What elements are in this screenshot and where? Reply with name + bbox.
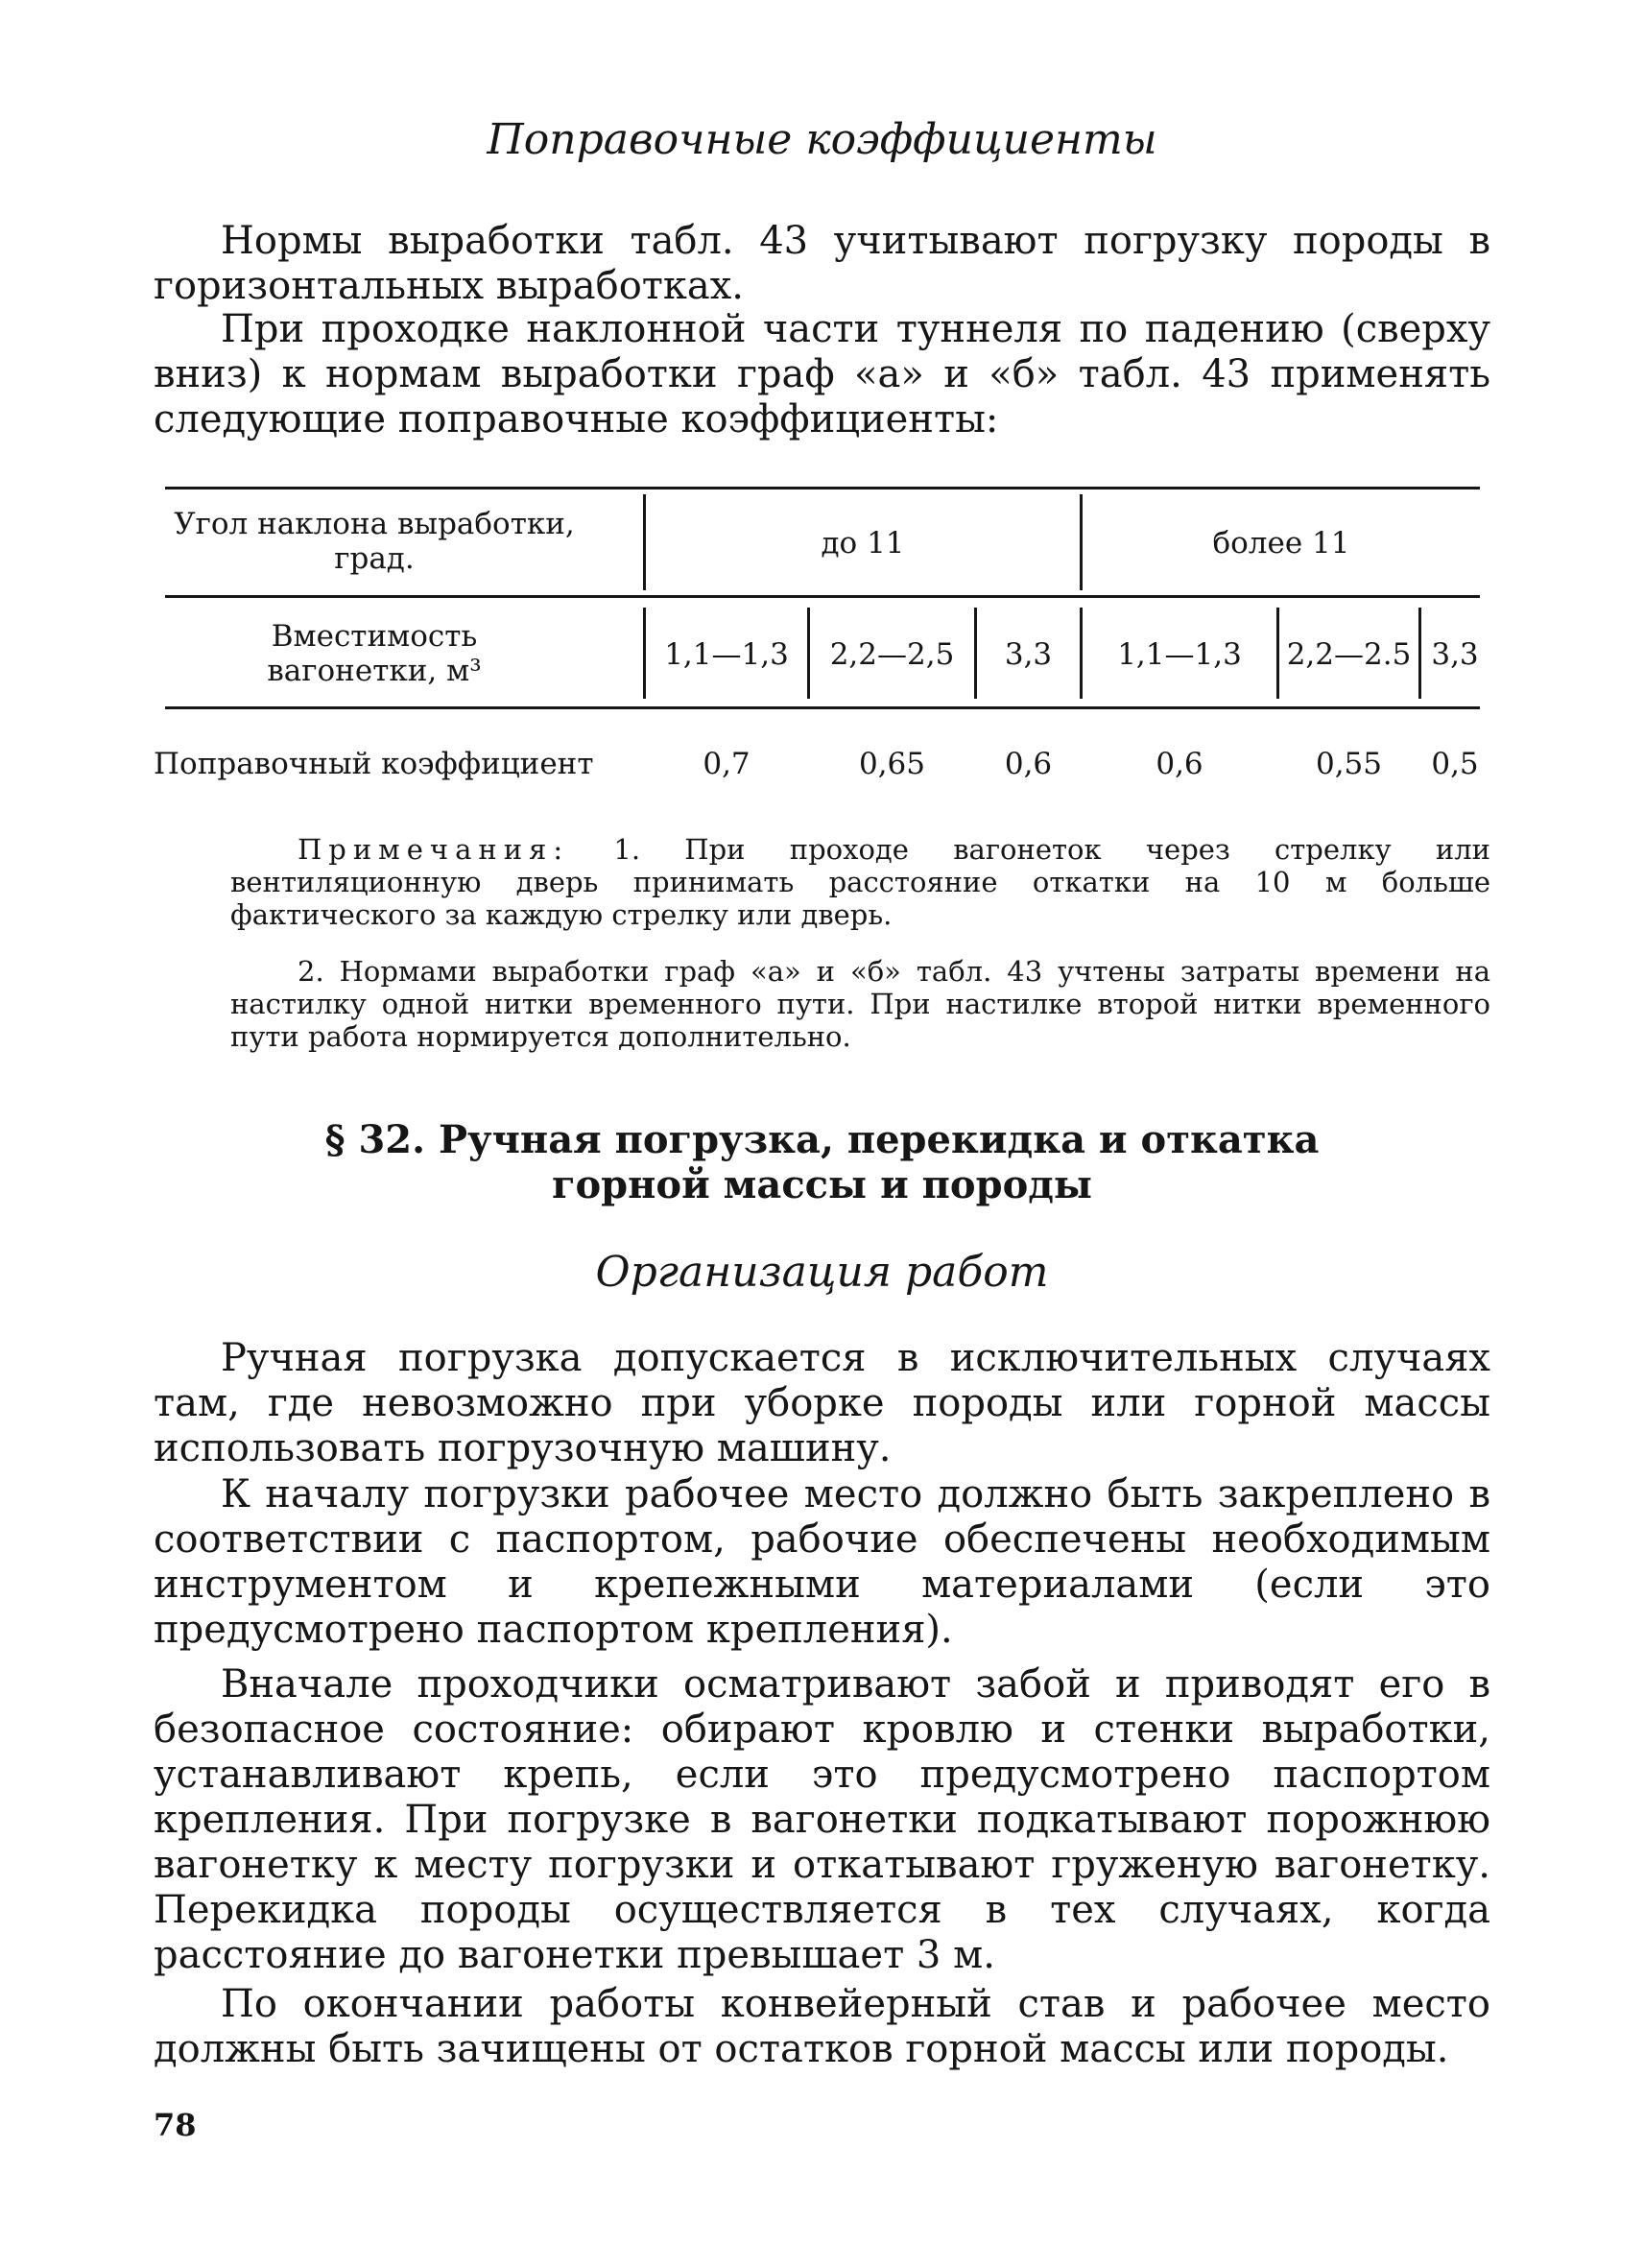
subheading-work-organization: Организация работ	[595, 1248, 1049, 1297]
paragraph-end-of-work: По окончании работы конвейерный став и рабочее место должны быть зачищены от остатков горной массы или породы.	[154, 1982, 1490, 2071]
coefficient-value: 0,7	[703, 747, 751, 781]
section-title-line-2: горной массы и породы	[551, 1162, 1093, 1207]
paragraph-manual-loading: Ручная погрузка допускается в исключительных случаях там, где невозможно при уборке породы или горной массы использовать погрузочную машину.	[154, 1336, 1490, 1470]
capacity-value: 2,2—2,5	[829, 637, 955, 672]
section-title-line-1: § 32. Ручная погрузка, перекидка и откатка	[324, 1117, 1320, 1162]
paragraph-face-inspection: Вначале проходчики осматривают забой и приводят его в безопасное состояние: обирают кровлю и стенки выработки, устанавливают крепь, если это предусмотрено паспортом крепления. При погрузке в вагонетки подкатывают порожнюю вагонетку к месту погрузки и откатывают груженую вагонетку. Перекидка породы осуществляется в тех случаях, когда расстояние до вагонетки превышает 3 м.	[154, 1662, 1490, 1977]
capacity-value: 3,3	[1431, 637, 1479, 672]
row-header-angle: Угол наклона выработки, град.	[174, 507, 575, 576]
note-1-text: 1. При проходе вагонеток через стрелку или вентиляционную дверь принимать расстояние откатки на 10 м больше фактического за каждую стрелку или дверь.	[230, 833, 1490, 931]
coefficient-value: 0,65	[858, 747, 926, 781]
capacity-value: 1,1—1,3	[664, 637, 789, 672]
coefficient-value: 0,55	[1315, 747, 1383, 781]
paragraph-norms: Нормы выработки табл. 43 учитывают погрузку породы в горизонтальных выработках.	[154, 219, 1490, 308]
table-mid-rule	[165, 595, 1480, 598]
table-bottom-rule	[165, 706, 1480, 709]
angle-group-up-to-11: до 11	[821, 526, 905, 561]
row-header-capacity: Вместимость вагонетки, м³	[267, 619, 482, 688]
table-top-rule	[165, 487, 1480, 489]
note-1	[230, 833, 1490, 931]
capacity-value: 2,2—2.5	[1286, 637, 1412, 672]
note-2: 2. Нормами выработки граф «а» и «б» табл. 43 учтены затраты времени на настилку одной нитки временного пути. При настилке второй нитки временного пути работа нормируется дополнительно.	[230, 955, 1490, 1053]
coefficient-value: 0,5	[1431, 747, 1479, 781]
coefficient-value: 0,6	[1004, 747, 1053, 781]
coefficient-value: 0,6	[1156, 747, 1203, 781]
notes-label: Примечания:	[298, 833, 570, 866]
angle-group-over-11: более 11	[1212, 526, 1350, 561]
paragraph-workplace-fixing: К началу погрузки рабочее место должно быть закреплено в соответствии с паспортом, рабочие обеспечены необходимым инструментом и крепежными материалами (если это предусмотрено паспортом крепления).	[154, 1472, 1490, 1652]
capacity-value: 3,3	[1004, 637, 1053, 672]
page-number: 78	[154, 2107, 197, 2143]
paragraph-inclined-tunnel: При проходке наклонной части туннеля по падению (сверху вниз) к нормам выработки граф «а» и «б» табл. 43 применять следующие поправочные коэффициенты:	[154, 307, 1490, 442]
row-header-coefficient: Поправочный коэффициент	[154, 747, 594, 781]
capacity-value: 1,1—1,3	[1117, 637, 1242, 672]
subheading-correction-coefficients: Поправочные коэффициенты	[487, 115, 1157, 164]
